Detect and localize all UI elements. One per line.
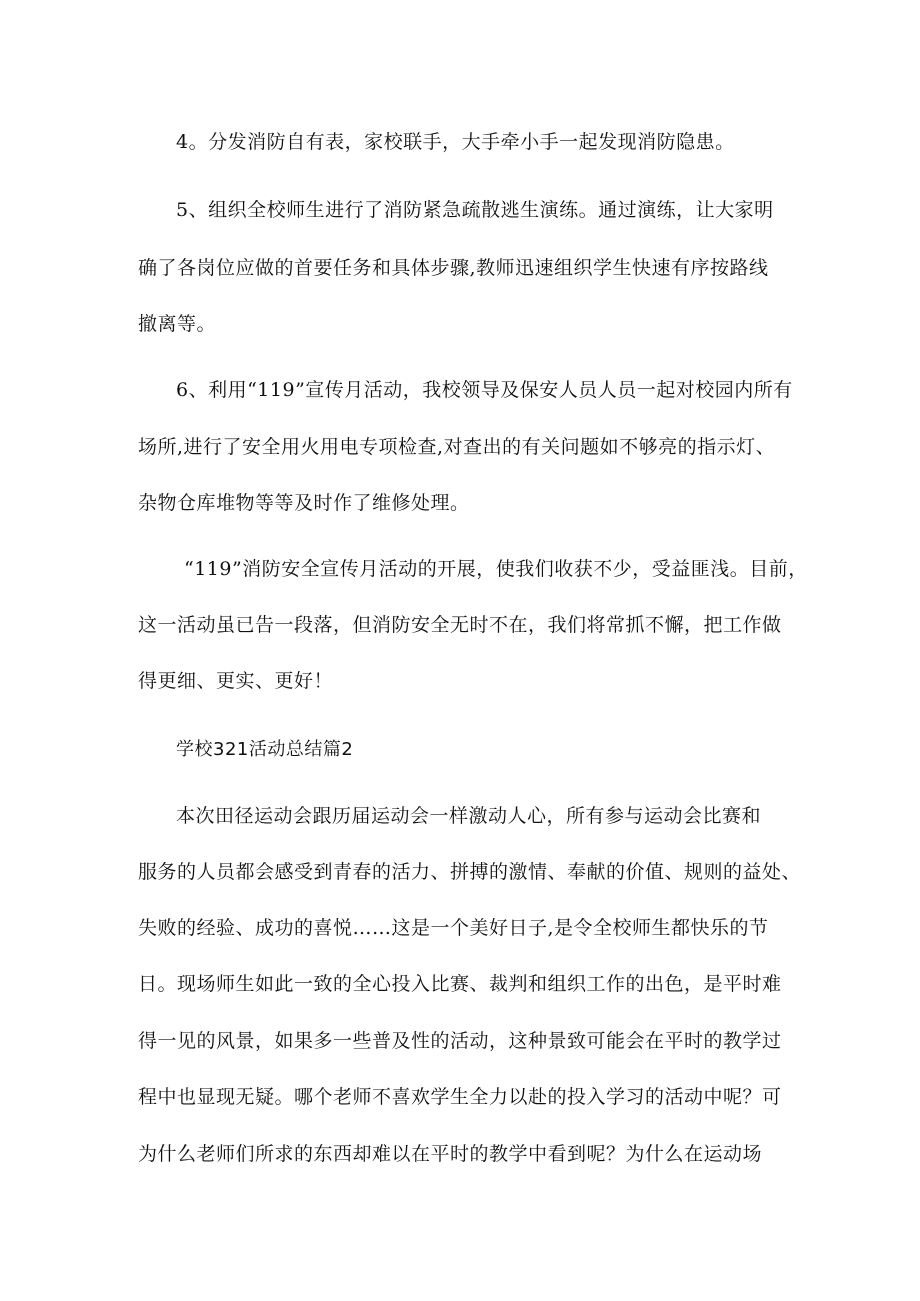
paragraph-6-line-3: 杂物仓库堆物等等及时作了维修处理。 (138, 492, 470, 514)
paragraph-sports-line-6: 程中也显现无疑。哪个老师不喜欢学生全力以赴的投入学习的活动中呢？可 (138, 1086, 782, 1108)
paragraph-sports-line-4: 日。现场师生如此一致的全心投入比赛、裁判和组织工作的出色，是平时难 (138, 973, 782, 995)
paragraph-5-line-2: 确了各岗位应做的首要任务和具体步骤,教师迅速组织学生快速有序按路线 (138, 257, 769, 279)
paragraph-5-line-1: 5、组织全校师生进行了消防紧急疏散逃生演练。通过演练，让大家明 (176, 199, 774, 221)
paragraph-summary-line-2: 这一活动虽已告一段落，但消防安全无时不在，我们将常抓不懈，把工作做 (138, 614, 782, 636)
paragraph-6-line-2: 场所,进行了安全用火用电专项检查,对查出的有关问题如不够亮的指示灯、 (138, 436, 776, 458)
paragraph-sports-line-5: 得一见的风景，如果多一些普及性的活动，这种景致可能会在平时的教学过 (138, 1030, 782, 1052)
paragraph-4-line-1: 4。分发消防自有表，家校联手，大手牵小手一起发现消防隐患。 (176, 131, 735, 153)
paragraph-5-line-3: 撤离等。 (138, 313, 217, 335)
paragraph-summary-line-1: “119”消防安全宣传月活动的开展，使我们收获不少，受益匪浅。目前， (184, 558, 808, 580)
paragraph-summary-line-3: 得更细、更实、更好！ (138, 670, 334, 692)
paragraph-sports-line-3: 失败的经验、成功的喜悦……这是一个美好日子,是令全校师生都快乐的节 (138, 917, 769, 939)
paragraph-sports-line-7: 为什么老师们所求的东西却难以在平时的教学中看到呢？为什么在运动场 (138, 1143, 763, 1165)
section-heading: 学校321活动总结篇2 (176, 739, 354, 760)
paragraph-sports-line-2: 服务的人员都会感受到青春的活力、拼搏的激情、奉献的价值、规则的益处、 (138, 861, 802, 883)
paragraph-sports-line-1: 本次田径运动会跟历届运动会一样激动人心，所有参与运动会比赛和 (176, 805, 762, 827)
paragraph-6-line-1: 6、利用“119”宣传月活动，我校领导及保安人员人员一起对校园内所有 (176, 379, 793, 401)
